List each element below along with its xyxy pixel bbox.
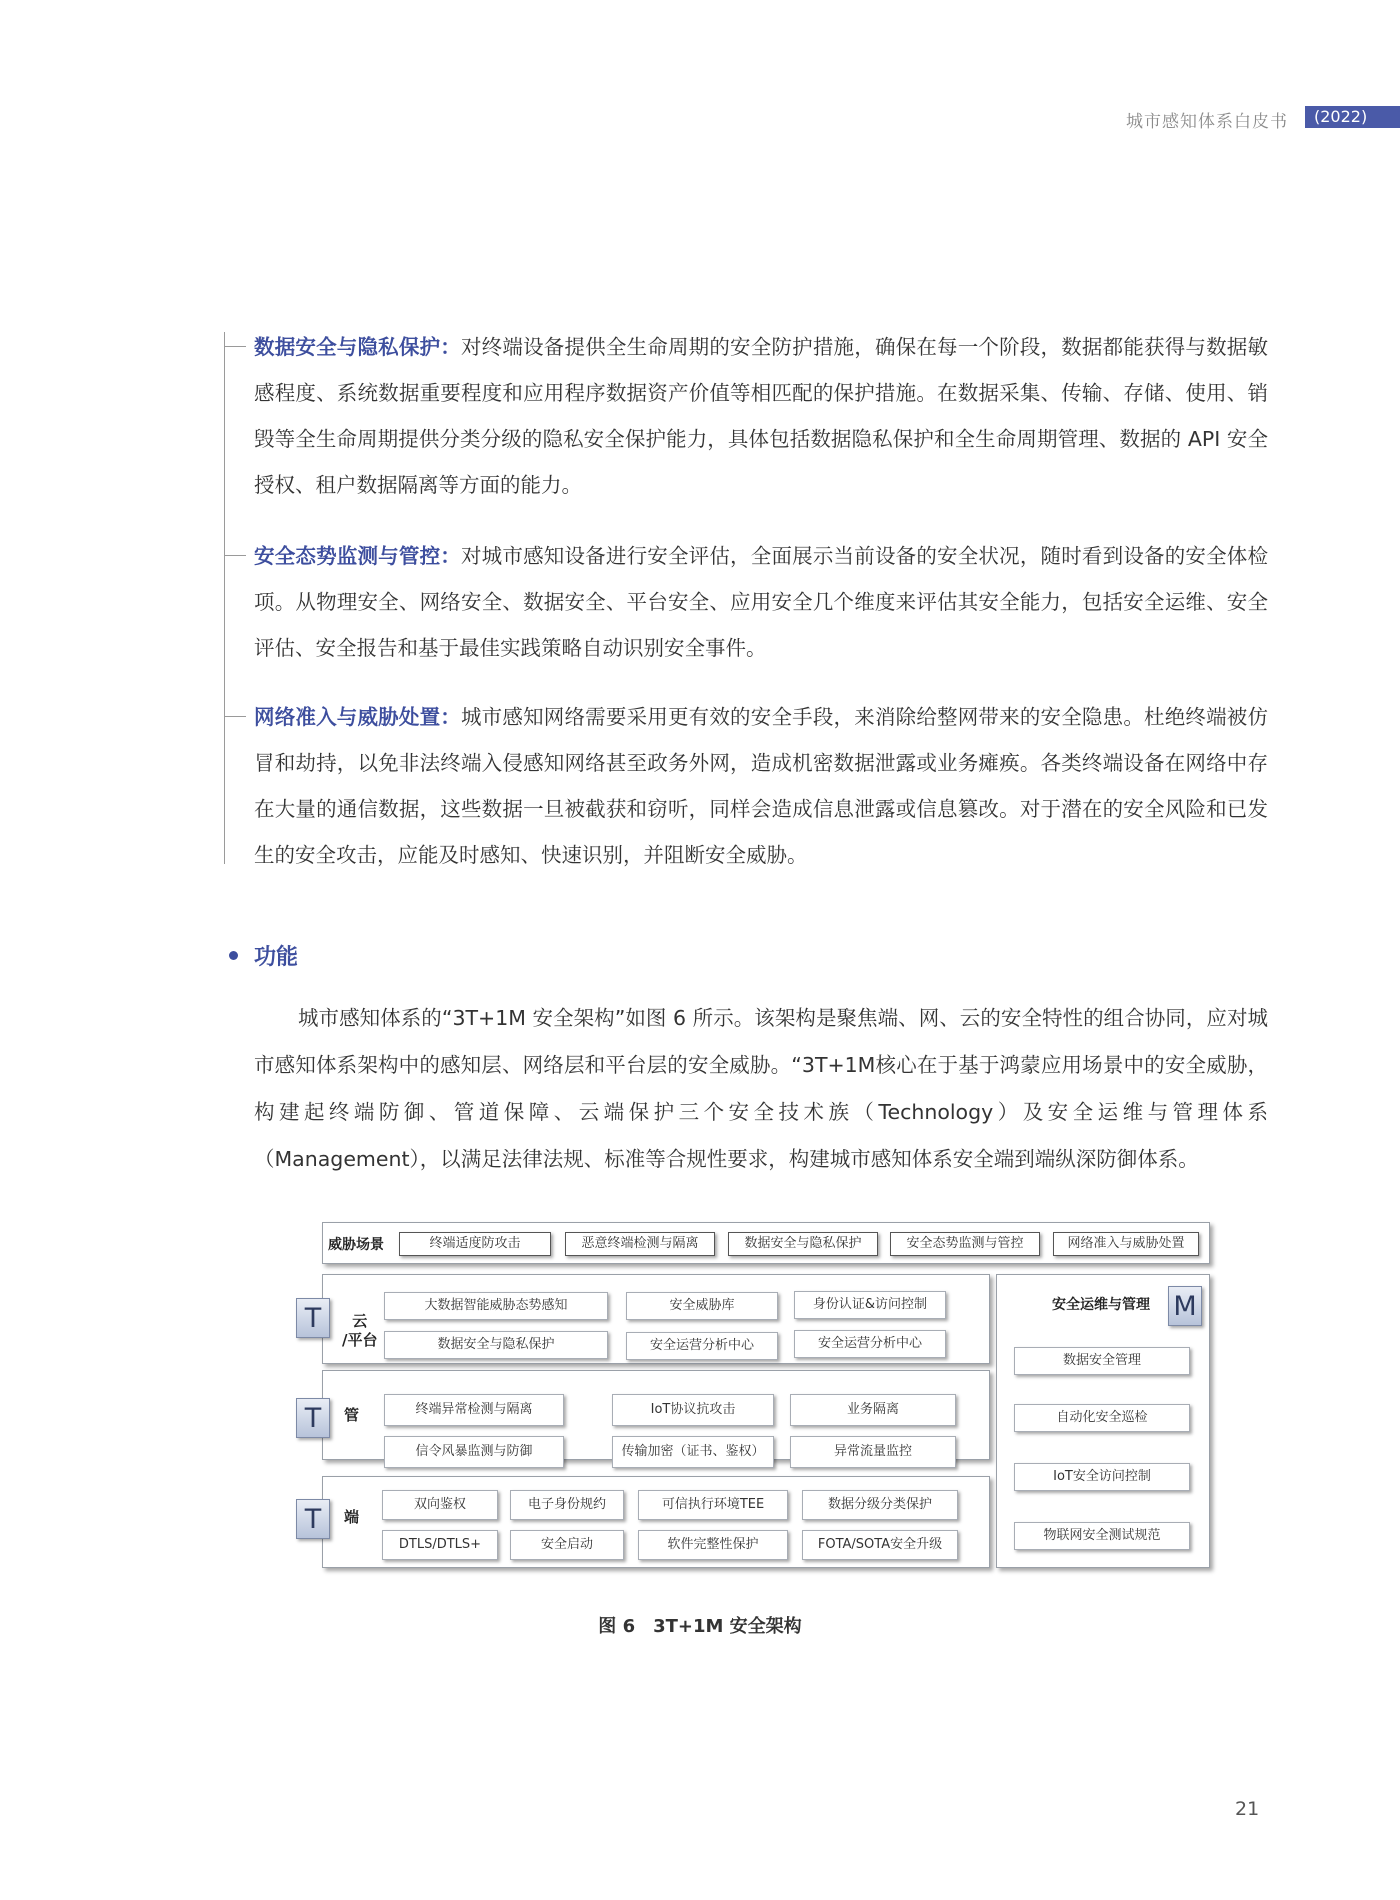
cloud-technology-badge: T bbox=[296, 1298, 330, 1338]
section-title: 功能 bbox=[254, 945, 299, 970]
list-item-text: 对终端设备提供全生命周期的安全防护措施，确保在每一个阶段，数据都能获得与数据敏感程度、系统数据重要程度和应用程序数据资产价值等相匹配的保护措施。在数据采集、传输、存储、使用、销毁等全生命周期提供分类分级的隐私安全保护能力，具体包括数据隐私保护和全生命周期管理、数据的 API 安全授权、租户数据隔离等方面的能力。 bbox=[254, 335, 1269, 497]
end-item: 数据分级分类保护 bbox=[802, 1490, 958, 1520]
pipe-item: 异常流量监控 bbox=[790, 1436, 956, 1468]
end-layer-label: 端 bbox=[344, 1508, 360, 1526]
end-item: 安全启动 bbox=[510, 1530, 624, 1560]
list-bracket-tick bbox=[224, 346, 246, 347]
cloud-item: 大数据智能威胁态势感知 bbox=[384, 1292, 608, 1320]
cloud-item: 安全运营分析中心 bbox=[626, 1332, 778, 1360]
end-item: 可信执行环境TEE bbox=[638, 1490, 788, 1520]
cloud-item: 安全威胁库 bbox=[626, 1292, 778, 1320]
section-bullet bbox=[229, 951, 238, 960]
list-item-data-security bbox=[254, 324, 1268, 508]
cloud-layer-label-line1: 云 bbox=[352, 1312, 368, 1330]
threat-item: 终端适度防攻击 bbox=[399, 1232, 551, 1256]
pipe-item: 传输加密（证书、鉴权） bbox=[612, 1436, 774, 1468]
pipe-layer-label: 管 bbox=[344, 1406, 360, 1424]
cloud-item: 安全运营分析中心 bbox=[794, 1330, 946, 1358]
management-item: IoT安全访问控制 bbox=[1014, 1463, 1190, 1491]
page-number: 21 bbox=[1235, 1798, 1260, 1820]
pipe-item: 终端异常检测与隔离 bbox=[384, 1394, 564, 1426]
list-item-heading: 网络准入与威胁处置： bbox=[254, 705, 461, 729]
end-item: DTLS/DTLS+ bbox=[382, 1530, 498, 1560]
section-body-paragraph: 城市感知体系的“3T+1M 安全架构”如图 6 所示。该架构是聚焦端、网、云的安全特性的组合协同，应对城市感知体系架构中的感知层、网络层和平台层的安全威胁。“3T+1M核心在于基于鸿蒙应用场景中的安全威胁，构建起终端防御、管道保障、云端保护三个安全技术族（Technology）及安全运维与管理体系（Management），以满足法律法规、标准等合规性要求，构建城市感知体系安全端到端纵深防御体系。 bbox=[254, 1006, 1268, 1171]
end-item: 双向鉴权 bbox=[382, 1490, 498, 1520]
list-item-network-access bbox=[254, 694, 1268, 878]
cloud-layer-label bbox=[342, 1312, 377, 1350]
management-badge: M bbox=[1168, 1286, 1202, 1326]
threat-item: 数据安全与隐私保护 bbox=[728, 1232, 878, 1256]
management-item: 物联网安全测试规范 bbox=[1014, 1522, 1190, 1550]
pipe-item: 业务隔离 bbox=[790, 1394, 956, 1426]
management-title: 安全运维与管理 bbox=[1052, 1297, 1150, 1313]
end-technology-badge: T bbox=[296, 1499, 330, 1539]
management-item: 自动化安全巡检 bbox=[1014, 1404, 1190, 1432]
list-bracket-tick bbox=[224, 555, 246, 556]
threat-item: 安全态势监测与管控 bbox=[890, 1232, 1040, 1256]
cloud-item: 数据安全与隐私保护 bbox=[384, 1331, 608, 1359]
list-item-heading: 数据安全与隐私保护： bbox=[254, 335, 461, 359]
end-item: FOTA/SOTA安全升级 bbox=[802, 1530, 958, 1560]
threat-scenario-label: 威胁场景 bbox=[328, 1237, 384, 1253]
cloud-layer-label-line2: /平台 bbox=[342, 1331, 378, 1349]
list-item-heading: 安全态势监测与管控： bbox=[254, 544, 461, 568]
architecture-figure bbox=[304, 1214, 1222, 1584]
management-item: 数据安全管理 bbox=[1014, 1347, 1190, 1375]
pipe-technology-badge: T bbox=[296, 1398, 330, 1438]
end-item: 电子身份规约 bbox=[510, 1490, 624, 1520]
list-item-text: 对城市感知设备进行安全评估，全面展示当前设备的安全状况，随时看到设备的安全体检项。从物理安全、网络安全、数据安全、平台安全、应用安全几个维度来评估其安全能力，包括安全运维、安全评估、安全报告和基于最佳实践策略自动识别安全事件。 bbox=[254, 544, 1269, 660]
threat-item: 网络准入与威胁处置 bbox=[1053, 1232, 1199, 1256]
list-bracket-tick bbox=[224, 716, 246, 717]
cloud-item: 身份认证&访问控制 bbox=[794, 1291, 946, 1319]
list-bracket-line bbox=[224, 332, 225, 864]
figure-caption: 图 6 3T+1M 安全架构 bbox=[598, 1616, 802, 1637]
threat-item: 恶意终端检测与隔离 bbox=[565, 1232, 715, 1256]
pipe-item: IoT协议抗攻击 bbox=[612, 1394, 774, 1426]
list-item-text: 城市感知网络需要采用更有效的安全手段，来消除给整网带来的安全隐患。杜绝终端被仿冒和劫持，以免非法终端入侵感知网络甚至政务外网，造成机密数据泄露或业务瘫痪。各类终端设备在网络中存在大量的通信数据，这些数据一旦被截获和窃听，同样会造成信息泄露或信息篡改。对于潜在的安全风险和已发生的安全攻击，应能及时感知、快速识别，并阻断安全威胁。 bbox=[254, 705, 1269, 867]
list-item-situation-monitoring bbox=[254, 533, 1268, 671]
pipe-item: 信令风暴监测与防御 bbox=[384, 1436, 564, 1468]
end-item: 软件完整性保护 bbox=[638, 1530, 788, 1560]
running-header-title: 城市感知体系白皮书 bbox=[1126, 112, 1288, 132]
running-header-year-badge: (2022) bbox=[1305, 106, 1400, 128]
